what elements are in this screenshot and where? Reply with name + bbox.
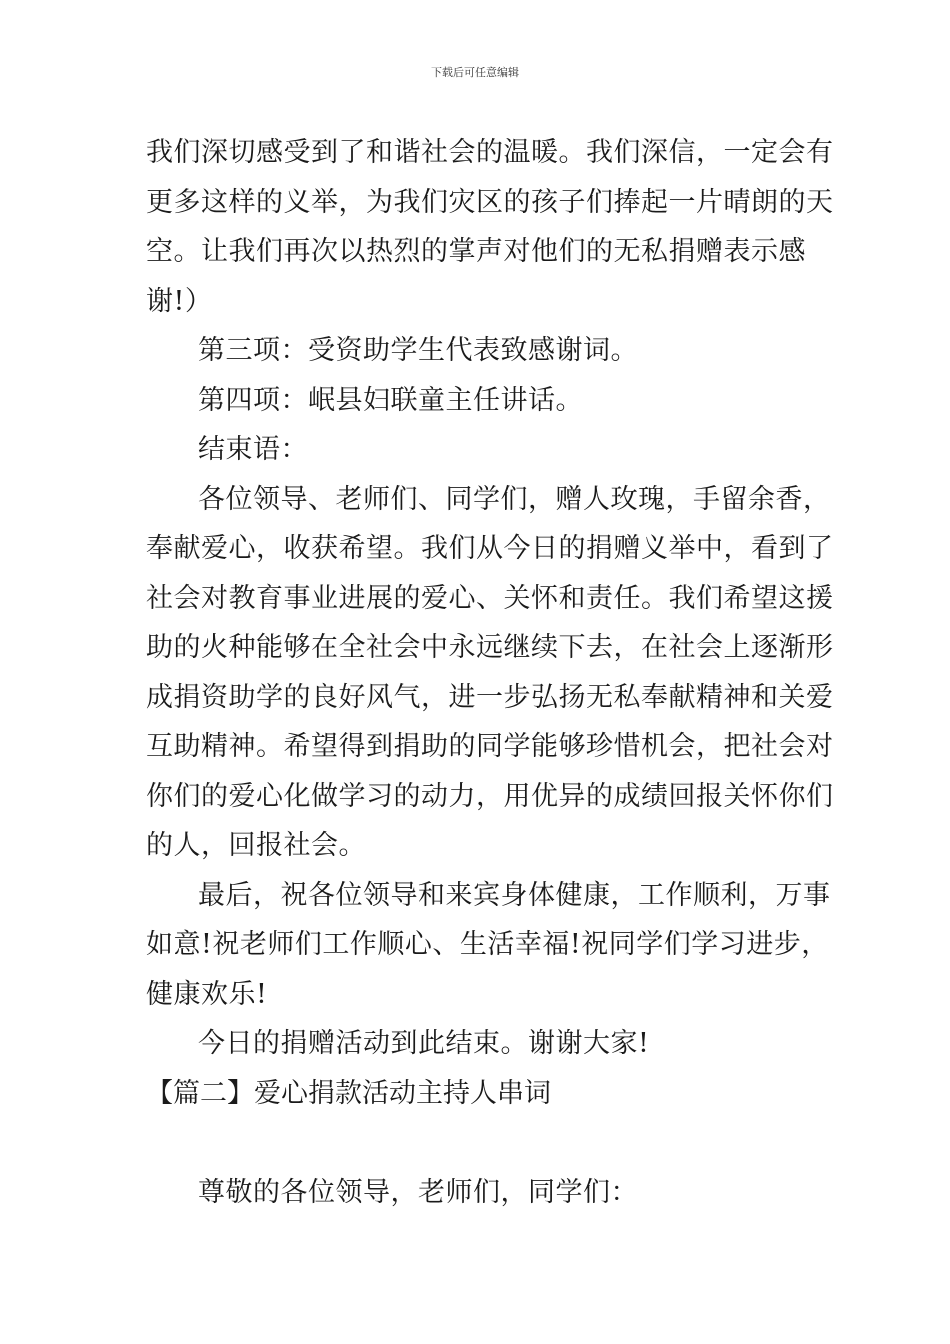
text-line: 空。让我们再次以热烈的掌声对他们的无私捐赠表示感 [146, 236, 806, 267]
agenda-item-3: 第三项：受资助学生代表致感谢词。 [198, 335, 638, 366]
closing-label: 结束语： [198, 434, 308, 465]
text-line: 谢!） [146, 285, 213, 317]
paragraph-closing-remarks [146, 475, 834, 871]
paragraph-wishes [146, 871, 831, 1020]
paragraph-end: 今日的捐赠活动到此结束。谢谢大家! [198, 1028, 650, 1059]
text-line: 你们的爱心化做学习的动力，用优异的成绩回报关怀你们 [146, 780, 834, 812]
paragraph-warmth [146, 128, 834, 326]
blank-line [146, 1118, 806, 1168]
section-heading: 【篇二】爱心捐款活动主持人串词 [146, 1077, 551, 1109]
text-line: 健康欢乐! [146, 978, 268, 1010]
text-line: 互助精神。希望得到捐助的同学能够珍惜机会，把社会对 [146, 731, 834, 762]
text-line: 助的火种能够在全社会中永远继续下去，在社会上逐渐形 [146, 632, 834, 663]
agenda-item-4: 第四项：岷县妇联童主任讲话。 [198, 384, 583, 416]
text-line: 成捐资助学的良好风气，进一步弘扬无私奉献精神和关爱 [146, 681, 834, 713]
text-line: 奉献爱心，收获希望。我们从今日的捐赠义举中，看到了 [146, 533, 834, 564]
greeting: 尊敬的各位领导，老师们，同学们： [198, 1176, 638, 1208]
text-line: 最后，祝各位领导和来宾身体健康，工作顺利，万事 [198, 879, 831, 911]
text-line: 社会对教育事业进展的爱心、关怀和责任。我们希望这援 [146, 582, 834, 614]
document-body [146, 128, 834, 1217]
page-header-note: 下载后可任意编辑 [431, 66, 519, 79]
text-line: 更多这样的义举，为我们灾区的孩子们捧起一片晴朗的天 [146, 186, 834, 218]
text-line: 如意!祝老师们工作顺心、生活幸福!祝同学们学习进步， [146, 929, 829, 960]
text-line: 的人，回报社会。 [146, 830, 366, 861]
text-line: 各位领导、老师们、同学们，赠人玫瑰，手留余香， [198, 483, 831, 515]
text-line: 我们深切感受到了和谐社会的温暖。我们深信，一定会有 [146, 137, 834, 168]
